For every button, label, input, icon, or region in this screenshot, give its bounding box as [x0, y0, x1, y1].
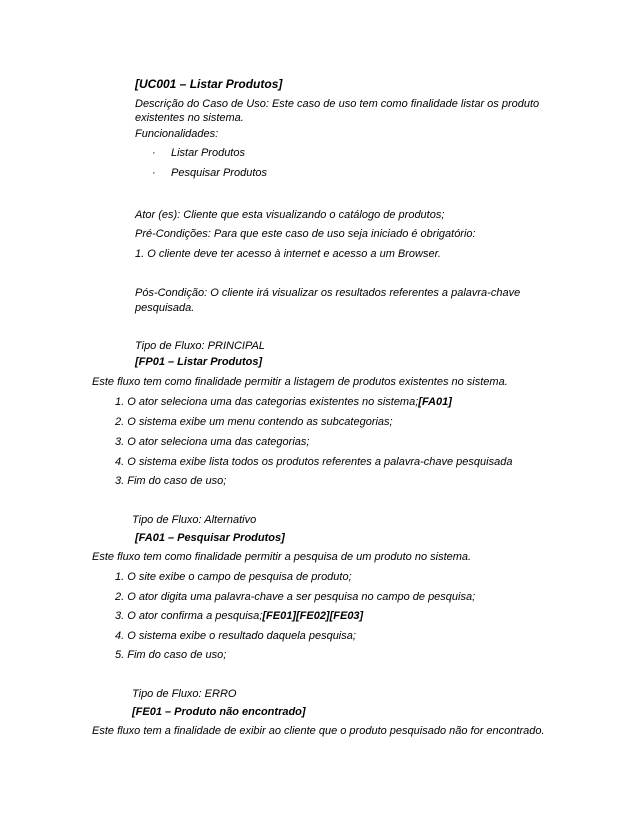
flow-description: Este fluxo tem como finalidade permitir a pesquisa de um produto no sistema.	[92, 551, 472, 563]
flow-reference: [FA01]	[418, 396, 452, 408]
functionalities-label: Funcionalidades:	[135, 128, 219, 140]
postcondition-line-1: Pós-Condição: O cliente irá visualizar os resultados referentes a palavra-chave	[135, 287, 521, 299]
flow-step: 2. O sistema exibe um menu contendo as subcategorias;	[115, 416, 393, 428]
use-case-description-line-2: existentes no sistema.	[135, 112, 244, 124]
functionality-item: Listar Produtos	[171, 147, 245, 159]
flow-description: Este fluxo tem como finalidade permitir a listagem de produtos existentes no sistema.	[92, 376, 508, 388]
list-bullet: ·	[152, 147, 156, 159]
flow-type-alternative: Tipo de Fluxo: Alternativo	[132, 514, 257, 526]
postcondition-line-2: pesquisada.	[135, 302, 195, 314]
precondition-item: 1. O cliente deve ter acesso à internet e acesso a um Browser.	[135, 248, 441, 260]
flow-title-alternative: [FA01 – Pesquisar Produtos]	[135, 532, 285, 544]
flow-step: 5. Fim do caso de uso;	[115, 649, 227, 661]
flow-step-text: 1. O ator seleciona uma das categorias existentes no sistema;	[115, 396, 419, 408]
flow-step: 2. O ator digita uma palavra-chave a ser pesquisa no campo de pesquisa;	[115, 591, 476, 603]
flow-title-principal: [FP01 – Listar Produtos]	[135, 356, 263, 368]
use-case-description-line-1: Descrição do Caso de Uso: Este caso de uso tem como finalidade listar os produto	[135, 98, 540, 110]
flow-step-text: 3. O ator confirma a pesquisa;	[115, 610, 263, 622]
flow-type-principal: Tipo de Fluxo: PRINCIPAL	[135, 340, 265, 352]
actor-line: Ator (es): Cliente que esta visualizando o catálogo de produtos;	[135, 209, 445, 221]
flow-step	[115, 609, 363, 623]
flow-step	[115, 395, 452, 409]
use-case-title: [UC001 – Listar Produtos]	[135, 77, 283, 91]
flow-reference: [FE01][FE02][FE03]	[262, 610, 364, 622]
flow-description: Este fluxo tem a finalidade de exibir ao cliente que o produto pesquisado não for encontrado.	[92, 725, 545, 737]
precondition-line: Pré-Condições: Para que este caso de uso seja iniciado é obrigatório:	[135, 228, 476, 240]
flow-step: 1. O site exibe o campo de pesquisa de produto;	[115, 571, 352, 583]
flow-step: 4. O sistema exibe lista todos os produtos referentes a palavra-chave pesquisada	[115, 456, 513, 468]
list-bullet: ·	[152, 167, 156, 179]
flow-type-error: Tipo de Fluxo: ERRO	[132, 688, 237, 700]
flow-step: 3. O ator seleciona uma das categorias;	[115, 436, 310, 448]
flow-title-error: [FE01 – Produto não encontrado]	[132, 706, 306, 718]
flow-step: 4. O sistema exibe o resultado daquela pesquisa;	[115, 630, 356, 642]
functionality-item: Pesquisar Produtos	[171, 167, 267, 179]
flow-step: 3. Fim do caso de uso;	[115, 475, 227, 487]
